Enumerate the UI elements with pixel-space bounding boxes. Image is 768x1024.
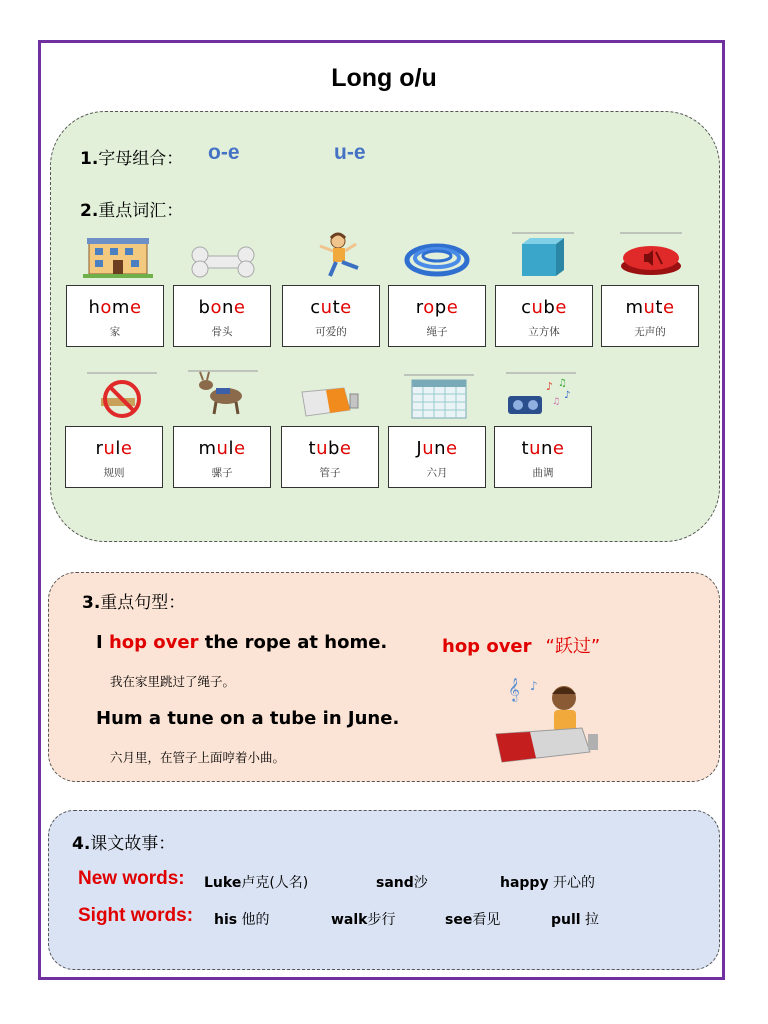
word-en: June (416, 438, 458, 459)
section4-number: 4. (72, 834, 91, 854)
word-cn: 骡子 (211, 467, 233, 479)
svg-text:♫: ♫ (552, 397, 561, 407)
word-card-mule (173, 426, 271, 488)
pattern-u-e: u-e (334, 141, 366, 164)
section4-label: 课文故事： (90, 834, 176, 854)
word-cn: 六月 (426, 467, 448, 479)
sight-word-pull: pull 拉 (551, 912, 600, 928)
section2-heading (80, 196, 183, 221)
word-cn: 无声的 (634, 326, 666, 338)
cube-icon (508, 232, 578, 278)
pattern-o-e: o-e (208, 141, 240, 164)
word-en: bone (198, 297, 246, 318)
word-cn: 家 (109, 326, 121, 338)
word-en: rope (415, 297, 459, 318)
svg-text:♪: ♪ (530, 679, 538, 693)
sentence-1: I hop over the rope at home. (96, 632, 388, 653)
svg-text:♫: ♫ (558, 378, 567, 389)
new-word-luke: Luke卢克(人名) (204, 875, 309, 891)
word-en: cube (521, 297, 567, 318)
word-card-tube (281, 426, 379, 488)
new-word-sand: sand沙 (376, 875, 428, 891)
svg-text:𝄞: 𝄞 (508, 677, 520, 701)
section3-heading (82, 588, 185, 613)
section1-label: 字母组合： (98, 149, 184, 169)
girl-icon (306, 232, 376, 278)
word-card-cube (495, 285, 593, 347)
section1-heading (80, 144, 183, 169)
word-card-home (66, 285, 164, 347)
sight-word-see: see看见 (445, 912, 501, 928)
house-icon (83, 232, 153, 278)
word-en: tube (308, 438, 352, 459)
radio-music-icon (506, 372, 576, 418)
phrase-hop-over: hop over “跃过” (442, 636, 601, 657)
word-cn: 骨头 (211, 326, 233, 338)
word-card-mute (601, 285, 699, 347)
boy-on-tube-icon (490, 672, 605, 770)
word-cn: 曲调 (532, 467, 554, 479)
word-card-tune (494, 426, 592, 488)
sentence-2-translation: 六月里，在管子上面哼着小曲。 (110, 750, 286, 765)
sentence-2: Hum a tune on a tube in June. (96, 708, 400, 729)
word-en: tune (521, 438, 565, 459)
word-en: cute (310, 297, 352, 318)
word-cn: 立方体 (528, 326, 560, 338)
sight-words-label: Sight words: (78, 905, 194, 926)
sight-word-his: his 他的 (214, 912, 270, 928)
section3-number: 3. (82, 593, 101, 613)
mute-button-icon (616, 232, 686, 278)
sentence-1-translation: 我在家里跳过了绳子。 (110, 674, 236, 689)
word-cn: 规则 (103, 467, 125, 479)
word-card-bone (173, 285, 271, 347)
section2-number: 2. (80, 201, 99, 221)
word-cn: 管子 (319, 467, 341, 479)
word-card-cute (282, 285, 380, 347)
word-card-june (388, 426, 486, 488)
new-words-label: New words: (78, 868, 185, 889)
calendar-icon (404, 374, 474, 420)
svg-text:♪: ♪ (564, 390, 571, 401)
section2-label: 重点词汇： (98, 201, 184, 221)
word-en: mule (198, 438, 246, 459)
word-en: mute (625, 297, 675, 318)
word-cn: 可爱的 (315, 326, 347, 338)
bone-icon (188, 240, 258, 286)
rope-icon (402, 236, 472, 282)
sight-word-walk: walk步行 (331, 912, 396, 928)
word-card-rule (65, 426, 163, 488)
word-card-rope (388, 285, 486, 347)
word-cn: 绳子 (426, 326, 448, 338)
new-word-happy: happy 开心的 (500, 875, 596, 891)
section1-number: 1. (80, 149, 99, 169)
no-sign-icon (87, 372, 157, 418)
page-title: Long o/u (331, 64, 437, 92)
section4-heading (72, 829, 175, 854)
word-en: home (88, 297, 142, 318)
section3-label: 重点句型： (100, 593, 186, 613)
svg-text:♪: ♪ (546, 380, 554, 393)
tube-icon (296, 382, 366, 428)
mule-icon (188, 370, 258, 416)
word-en: rule (95, 438, 133, 459)
